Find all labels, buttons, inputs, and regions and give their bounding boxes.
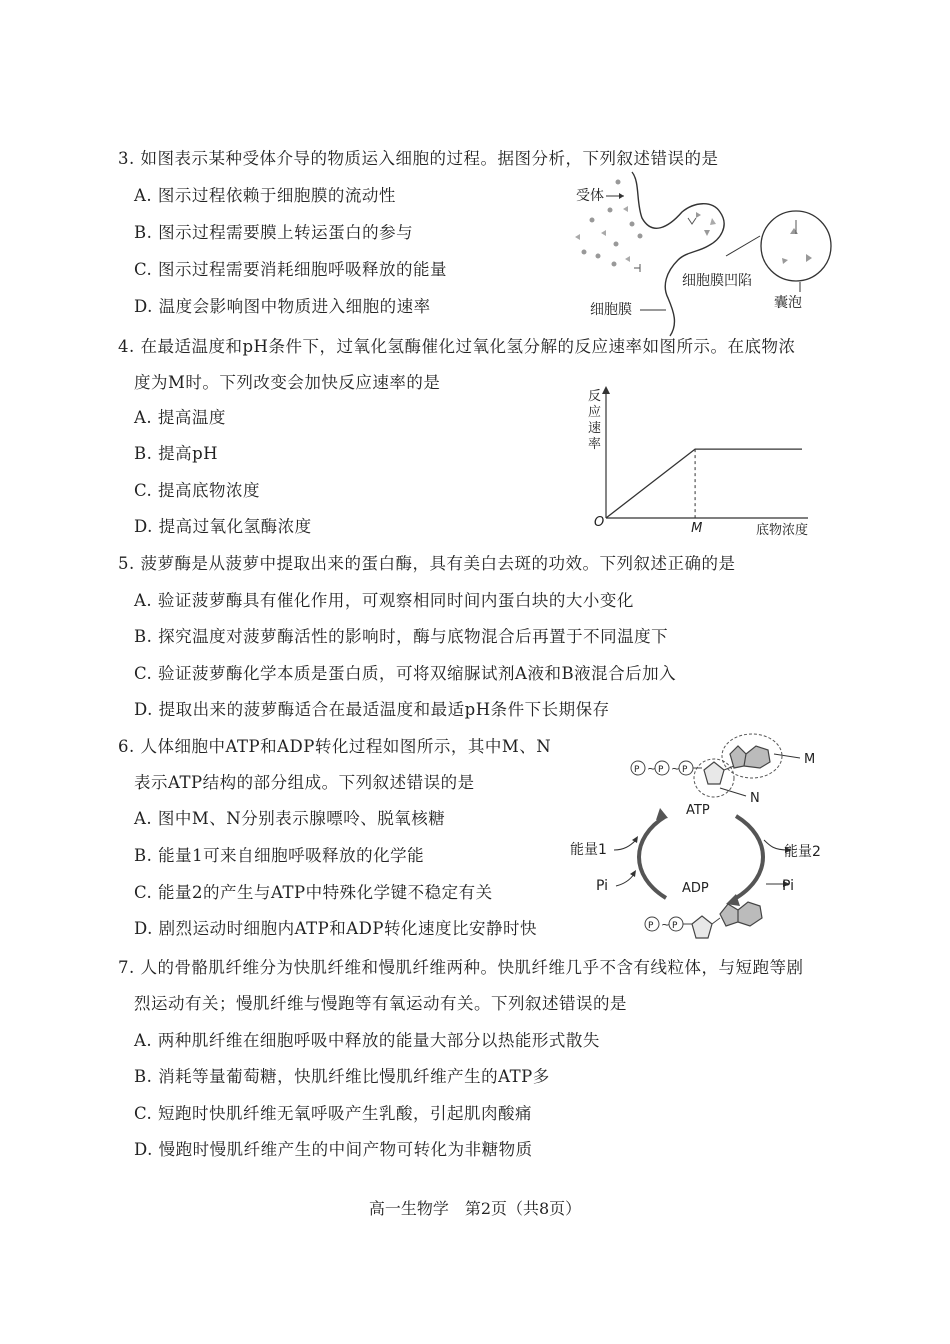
adp-base xyxy=(720,902,762,926)
cell-membrane xyxy=(632,172,724,336)
q7-option-d: D. 慢跑时慢肌纤维产生的中间产物可转化为非糖物质 xyxy=(134,1140,533,1159)
q3-label-membrane: 细胞膜 xyxy=(590,302,632,318)
q4-stem-line2: 度为M时。下列改变会加快反应速率的是 xyxy=(134,373,441,392)
adp-ribose xyxy=(692,916,712,938)
label-n: N xyxy=(750,791,760,806)
q3-option-d: D. 温度会影响图中物质进入细胞的速率 xyxy=(134,297,431,316)
label-energy-2: 能量2 xyxy=(784,844,821,860)
q3-label-pit: 细胞膜凹陷 xyxy=(682,273,752,289)
q6-option-d: D. 剧烈运动时细胞内ATP和ADP转化速度比安静时快 xyxy=(134,919,537,938)
label-pi-left: Pi xyxy=(596,878,609,894)
atp-phosphate-1: P xyxy=(634,765,640,775)
q6-stem-line1: 6. 人体细胞中ATP和ADP转化过程如图所示，其中M、N xyxy=(118,737,552,756)
adp-phosphate-1: P xyxy=(648,921,654,931)
svg-text:~: ~ xyxy=(661,918,671,931)
chart-y-label-4: 率 xyxy=(588,437,602,452)
atp-ribose xyxy=(704,762,724,784)
label-pi-right: Pi xyxy=(782,878,795,894)
q3-option-b: B. 图示过程需要膜上转运蛋白的参与 xyxy=(134,223,414,242)
q4-option-a: A. 提高温度 xyxy=(134,408,226,427)
q3-endocytosis-figure xyxy=(570,172,840,342)
q7-stem-line2: 烈运动有关；慢肌纤维与慢跑等有氧运动有关。下列叙述错误的是 xyxy=(134,994,627,1013)
m-tick-label: M xyxy=(691,521,703,536)
q3-option-c: C. 图示过程需要消耗细胞呼吸释放的能量 xyxy=(134,260,448,279)
q4-rate-chart xyxy=(570,384,840,544)
adp-phosphate-2: P xyxy=(672,921,678,931)
chart-x-label: 底物浓度 xyxy=(756,523,809,538)
q6-stem-line2: 表示ATP结构的部分组成。下列叙述错误的是 xyxy=(134,773,475,792)
page-footer: 高一生物学 第2页（共8页） xyxy=(368,1199,582,1218)
chart-y-axis-arrow xyxy=(602,386,610,394)
q5-option-a: A. 验证菠萝酶具有催化作用，可观察相同时间内蛋白块的大小变化 xyxy=(134,591,634,610)
q5-option-d: D. 提取出来的菠萝酶适合在最适温度和最适pH条件下长期保存 xyxy=(134,700,610,719)
q3-label-vesicle: 囊泡 xyxy=(774,295,802,311)
q6-option-b: B. 能量1可来自细胞呼吸释放的化学能 xyxy=(134,846,425,865)
q7-stem-line1: 7. 人的骨骼肌纤维分为快肌纤维和慢肌纤维两种。快肌纤维几乎不含有线粒体，与短跑等剧 xyxy=(118,958,804,977)
svg-text:~: ~ xyxy=(647,762,657,775)
q3-option-a: A. 图示过程依赖于细胞膜的流动性 xyxy=(134,186,396,205)
q4-option-c: C. 提高底物浓度 xyxy=(134,481,261,500)
q5-option-c: C. 验证菠萝酶化学本质是蛋白质，可将双缩脲试剂A液和B液混合后加入 xyxy=(134,664,677,683)
q3-label-receptor: 受体 xyxy=(576,188,604,204)
atp-phosphate-2: P xyxy=(658,765,664,775)
chart-y-label-1: 反 xyxy=(588,389,602,404)
atp-phosphate-3: P xyxy=(682,765,688,775)
chart-origin-label: O xyxy=(594,515,605,530)
q5-stem: 5. 菠萝酶是从菠萝中提取出来的蛋白酶，具有美白去斑的功效。下列叙述正确的是 xyxy=(118,554,736,573)
q4-option-b: B. 提高pH xyxy=(134,444,219,463)
q6-option-a: A. 图中M、N分别表示腺嘌呤、脱氧核糖 xyxy=(134,809,446,828)
q4-option-d: D. 提高过氧化氢酶浓度 xyxy=(134,517,312,536)
label-adp: ADP xyxy=(682,881,709,896)
label-atp: ATP xyxy=(686,803,710,818)
q6-option-c: C. 能量2的产生与ATP中特殊化学键不稳定有关 xyxy=(134,883,493,902)
chart-y-label-2: 应 xyxy=(588,405,602,420)
hydrolysis-arrow xyxy=(736,816,763,898)
q3-stem: 3. 如图表示某种受体介导的物质运入细胞的过程。据图分析，下列叙述错误的是 xyxy=(118,149,719,168)
label-energy-1: 能量1 xyxy=(570,842,607,858)
q4-stem-line1: 4. 在最适温度和pH条件下，过氧化氢酶催化过氧化氢分解的反应速率如图所示。在底物浓 xyxy=(118,337,796,356)
q7-option-c: C. 短跑时快肌纤维无氧呼吸产生乳酸，引起肌肉酸痛 xyxy=(134,1104,533,1123)
synthesis-arrow xyxy=(639,816,666,898)
atp-base xyxy=(730,746,770,768)
rate-curve xyxy=(606,449,802,518)
q7-option-b: B. 消耗等量葡萄糖，快肌纤维比慢肌纤维产生的ATP多 xyxy=(134,1067,550,1086)
chart-y-label-3: 速 xyxy=(588,421,602,436)
label-m: M xyxy=(804,752,816,767)
q5-option-b: B. 探究温度对菠萝酶活性的影响时，酶与底物混合后再置于不同温度下 xyxy=(134,627,669,646)
q7-option-a: A. 两种肌纤维在细胞呼吸中释放的能量大部分以热能形式散失 xyxy=(134,1031,600,1050)
q6-atp-adp-figure xyxy=(560,728,840,948)
svg-text:~: ~ xyxy=(671,762,681,775)
